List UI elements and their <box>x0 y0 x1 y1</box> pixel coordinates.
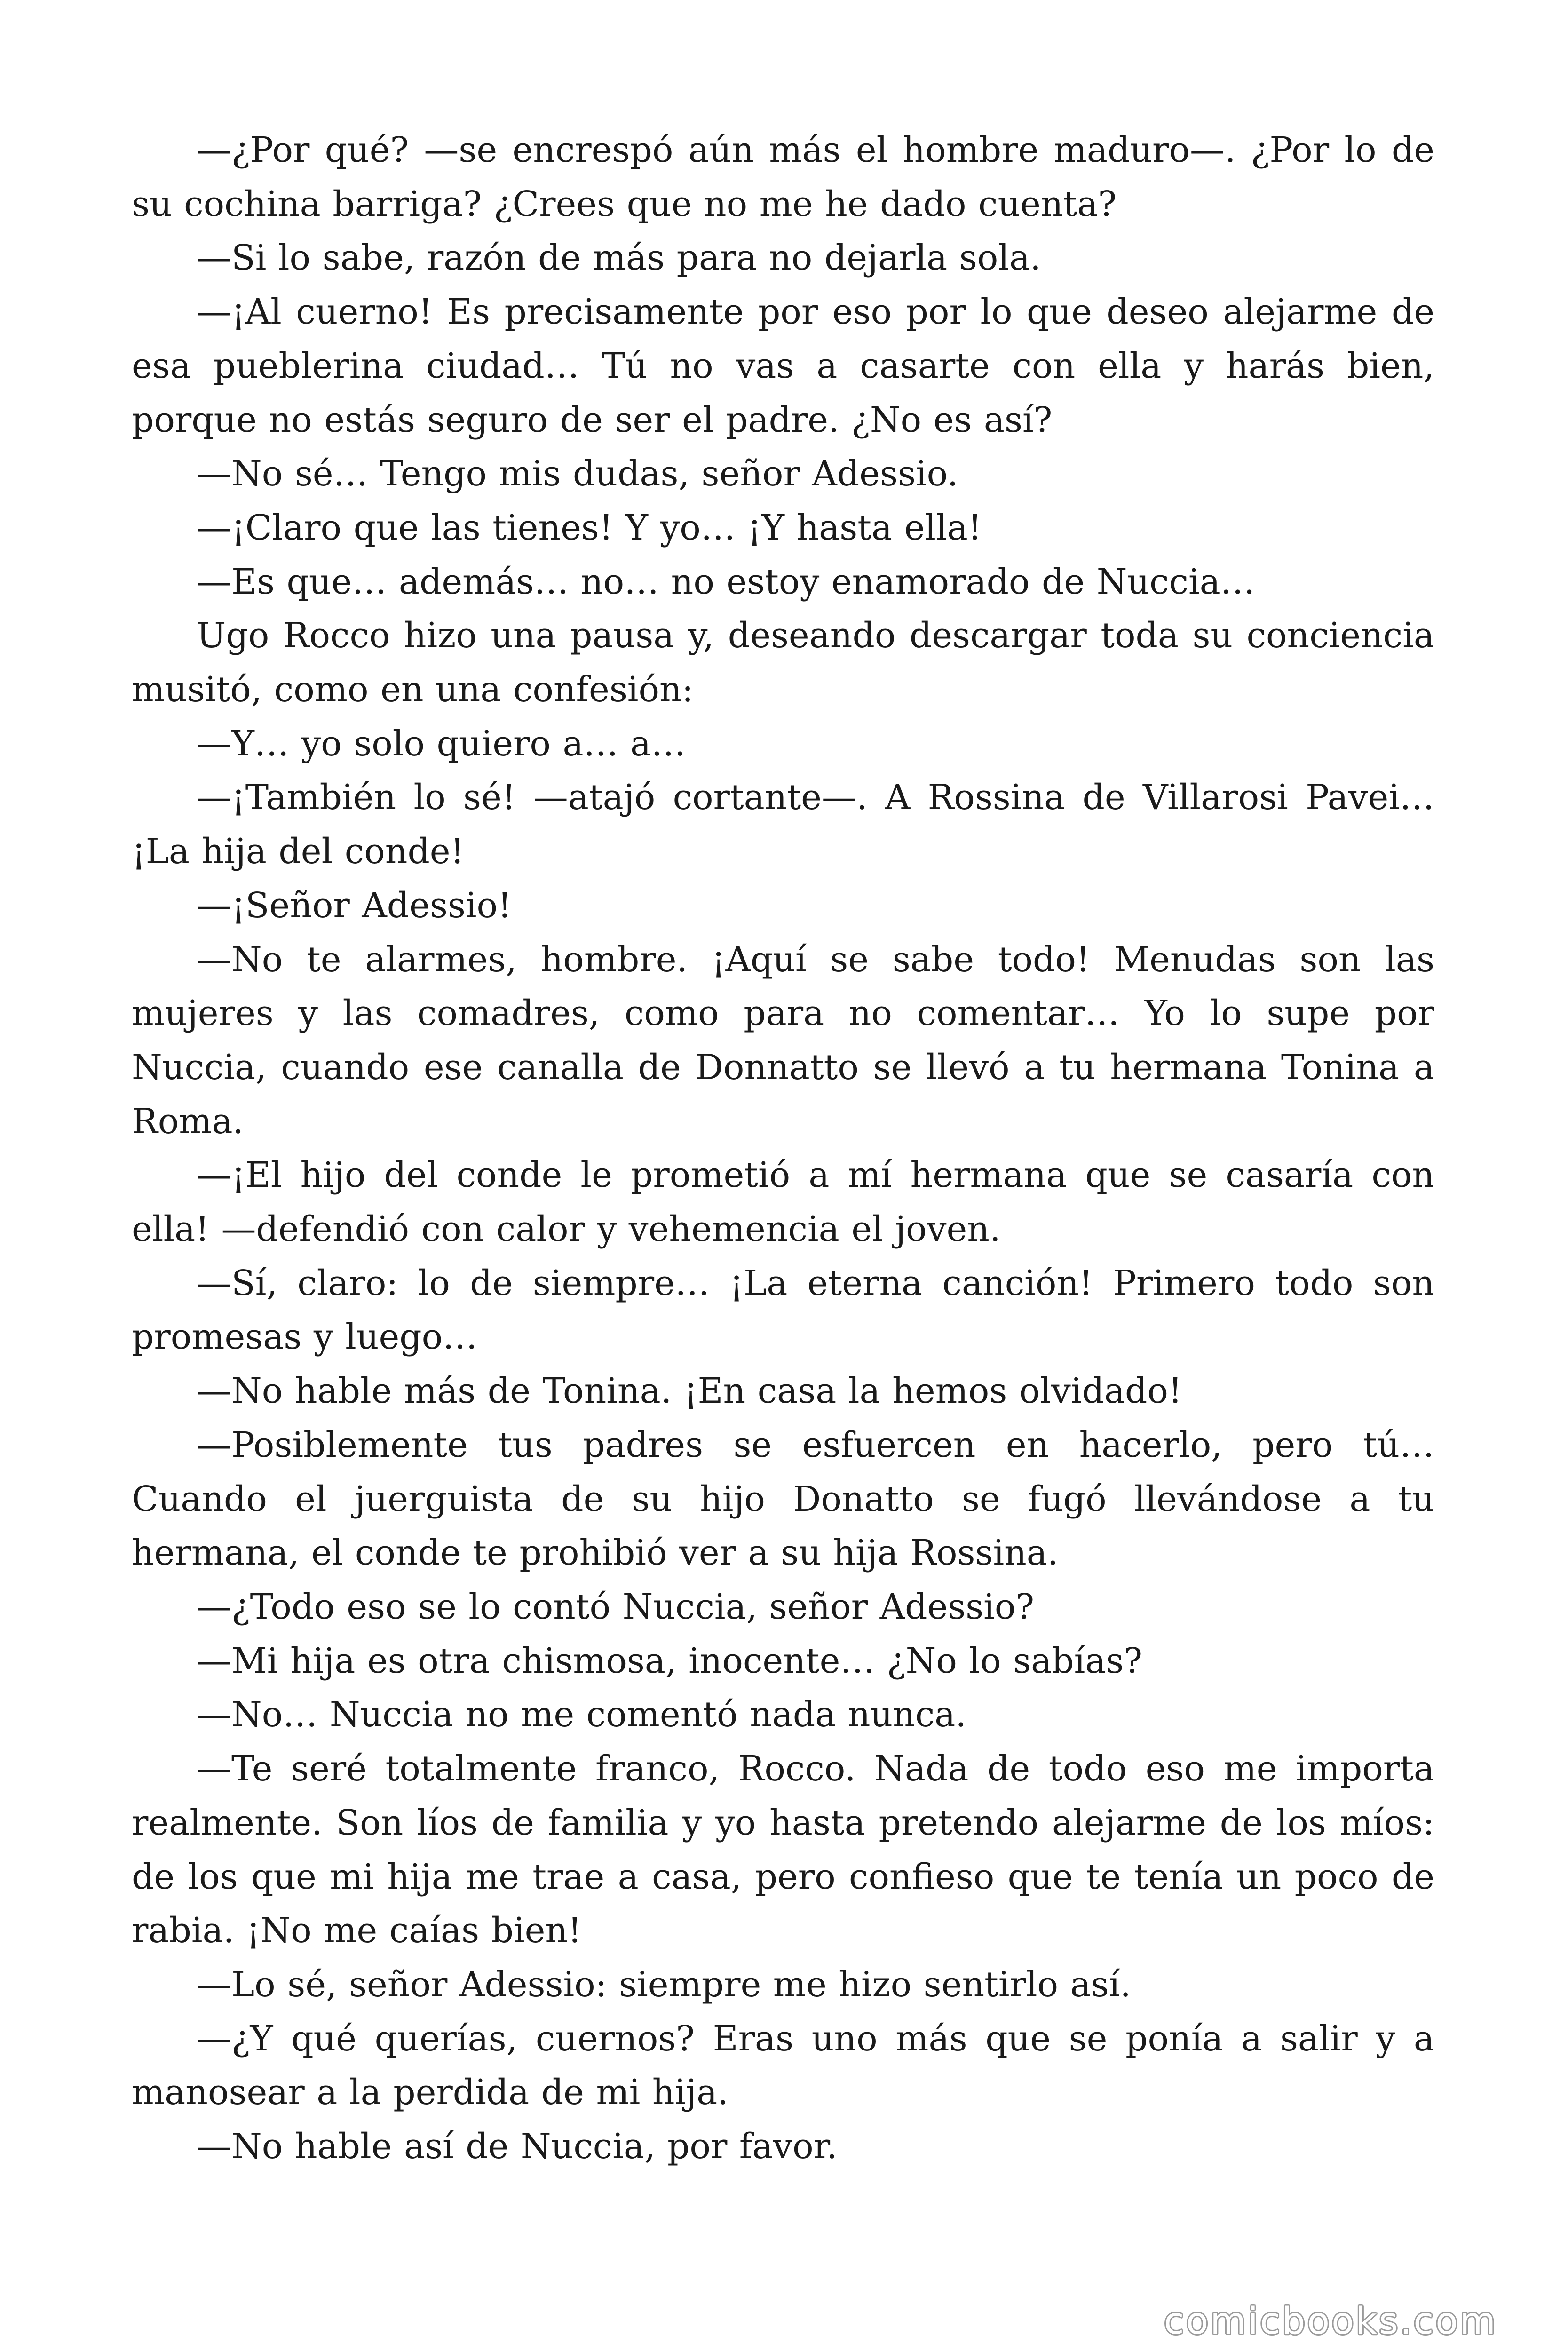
paragraph: —Mi hija es otra chismosa, inocente… ¿No lo sabías? <box>197 1640 1143 1681</box>
paragraph: —Te seré totalmente franco, Rocco. Nada de todo eso me importa realmente. Son líos de familia y yo hasta pretendo alejarme de los míos: de los que mi hija me trae a casa, pero confieso que te tenía un poco de rabia. ¡No me caías bien! <box>132 1748 1434 1951</box>
paragraph: —No hable así de Nuccia, por favor. <box>197 2126 838 2167</box>
paragraph: —¿Por qué? —se encrespó aún más el hombre maduro—. ¿Por lo de su cochina barriga? ¿Crees que no me he dado cuenta? <box>132 130 1434 224</box>
paragraph: —¡También lo sé! —atajó cortante—. A Rossina de Villarosi Pavei… ¡La hija del conde! <box>132 777 1434 872</box>
paragraph: —¡Al cuerno! Es precisamente por eso por lo que deseo alejarme de esa pueblerina ciudad… Tú no vas a casarte con ella y harás bien, porque no estás seguro de ser el padre. ¿No es así? <box>132 292 1434 440</box>
paragraph: —Y… yo solo quiero a… a… <box>197 723 686 764</box>
paragraph: —Posiblemente tus padres se esfuercen en hacerlo, pero tú… Cuando el juerguista de su hijo Donatto se fugó llevándose a tu hermana, el conde te prohibió ver a su hija Rossina. <box>132 1424 1434 1573</box>
paragraph: —Lo sé, señor Adessio: siempre me hizo sentirlo así. <box>197 1964 1131 2005</box>
paragraph: —No… Nuccia no me comentó nada nunca. <box>197 1694 966 1735</box>
paragraph: Ugo Rocco hizo una pausa y, deseando descargar toda su conciencia musitó, como en una confesión: <box>132 615 1434 710</box>
paragraph: —¡El hijo del conde le prometió a mí hermana que se casaría con ella! —defendió con calor y vehemencia el joven. <box>132 1155 1434 1250</box>
paragraph: —No te alarmes, hombre. ¡Aquí se sabe todo! Menudas son las mujeres y las comadres, como para no comentar… Yo lo supe por Nuccia, cuando ese canalla de Donnatto se llevó a tu hermana Tonina a Roma. <box>132 939 1434 1142</box>
paragraph: —Sí, claro: lo de siempre… ¡La eterna canción! Primero todo son promesas y luego… <box>132 1263 1434 1358</box>
paragraph: —Es que… además… no… no estoy enamorado de Nuccia… <box>197 561 1255 602</box>
paragraph: —No hable más de Tonina. ¡En casa la hemos olvidado! <box>197 1371 1182 1412</box>
watermark: comicbooks.com <box>1164 2300 1497 2343</box>
paragraph: —Si lo sabe, razón de más para no dejarla sola. <box>197 238 1041 278</box>
paragraph: —¿Todo eso se lo contó Nuccia, señor Adessio? <box>197 1586 1035 1627</box>
paragraph: —¡Señor Adessio! <box>197 885 512 926</box>
paragraph: —No sé… Tengo mis dudas, señor Adessio. <box>197 453 958 494</box>
page-body <box>132 123 1434 2174</box>
paragraph: —¡Claro que las tienes! Y yo… ¡Y hasta ella! <box>197 507 982 548</box>
paragraph: —¿Y qué querías, cuernos? Eras uno más que se ponía a salir y a manosear a la perdida de mi hija. <box>132 2018 1434 2113</box>
